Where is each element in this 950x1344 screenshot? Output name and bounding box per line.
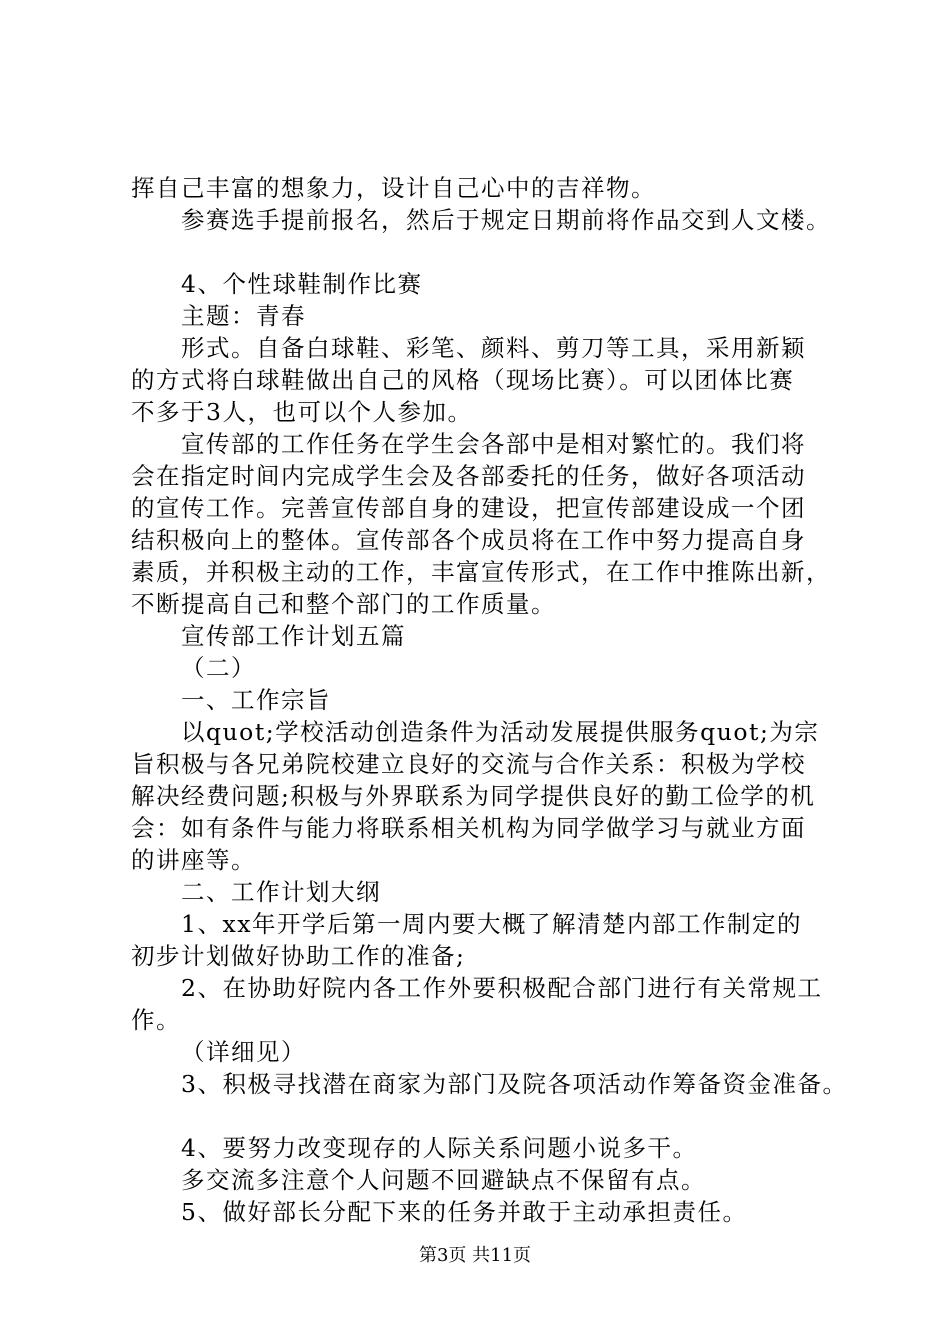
paragraph-line: 主题：青春 [181,302,306,330]
paragraph-line: 解决经费问题;积极与外界联系为同学提供良好的勤工俭学的机 [131,782,816,810]
paragraph-line: 1、xx年开学后第一周内要大概了解清楚内部工作制定的 [181,910,802,938]
document-subtitle: 宣传部工作计划五篇 [181,622,406,650]
section-number: （二） [181,654,256,682]
paragraph-line: （详细见） [181,1038,306,1066]
paragraph-line: 不断提高自己和整个部门的工作质量。 [131,590,556,618]
paragraph-line: 的方式将白球鞋做出自己的风格（现场比赛）。可以团体比赛 [131,366,795,394]
section-heading: 二、工作计划大纲 [181,878,381,906]
paragraph-line: 4、要努力改变现存的人际关系问题小说多干。 [181,1134,698,1162]
paragraph-line: 5、做好部长分配下来的任务并敢于主动承担责任。 [181,1198,748,1226]
paragraph-line: 会：如有条件与能力将联系相关机构为同学做学习与就业方面 [131,814,806,842]
paragraph-line: 3、积极寻找潜在商家为部门及院各项活动作筹备资金准备。 [181,1070,848,1098]
paragraph-line: 参赛选手提前报名，然后于规定日期前将作品交到人文楼。 [181,206,831,234]
paragraph-line: 会在指定时间内完成学生会及各部委托的任务，做好各项活动 [131,462,806,490]
paragraph-line: 宣传部的工作任务在学生会各部中是相对繁忙的。我们将 [181,430,806,458]
paragraph-line: 2、在协助好院内各工作外要积极配合部门进行有关常规工 [181,974,823,1002]
blank-line [131,236,851,268]
document-body [131,172,851,1228]
paragraph-line: 素质，并积极主动的工作，丰富宣传形式，在工作中推陈出新， [131,558,831,586]
paragraph-line: 形式。自备白球鞋、彩笔、颜料、剪刀等工具，采用新颖 [181,334,806,362]
paragraph-line: 以quot;学校活动创造条件为活动发展提供服务quot;为宗 [181,718,820,746]
paragraph-line: 结积极向上的整体。宣传部各个成员将在工作中努力提高自身 [131,526,806,554]
section-heading: 4、个性球鞋制作比赛 [181,270,423,298]
paragraph-line: 作。 [131,1006,181,1034]
blank-line [131,1100,851,1132]
paragraph-line: 旨积极与各兄弟院校建立良好的交流与合作关系：积极为学校 [131,750,806,778]
paragraph-line: 的宣传工作。完善宣传部自身的建设，把宣传部建设成一个团 [131,494,806,522]
section-heading: 一、工作宗旨 [181,686,331,714]
page-number-footer: 第3页 共11页 [418,1245,532,1266]
paragraph-line: 初步计划做好协助工作的准备; [131,942,466,970]
paragraph-line: 挥自己丰富的想象力，设计自己心中的吉祥物。 [131,174,656,202]
paragraph-line: 多交流多注意个人问题不回避缺点不保留有点。 [181,1166,706,1194]
paragraph-line: 的讲座等。 [131,846,256,874]
paragraph-line: 不多于3人，也可以个人参加。 [131,398,473,426]
